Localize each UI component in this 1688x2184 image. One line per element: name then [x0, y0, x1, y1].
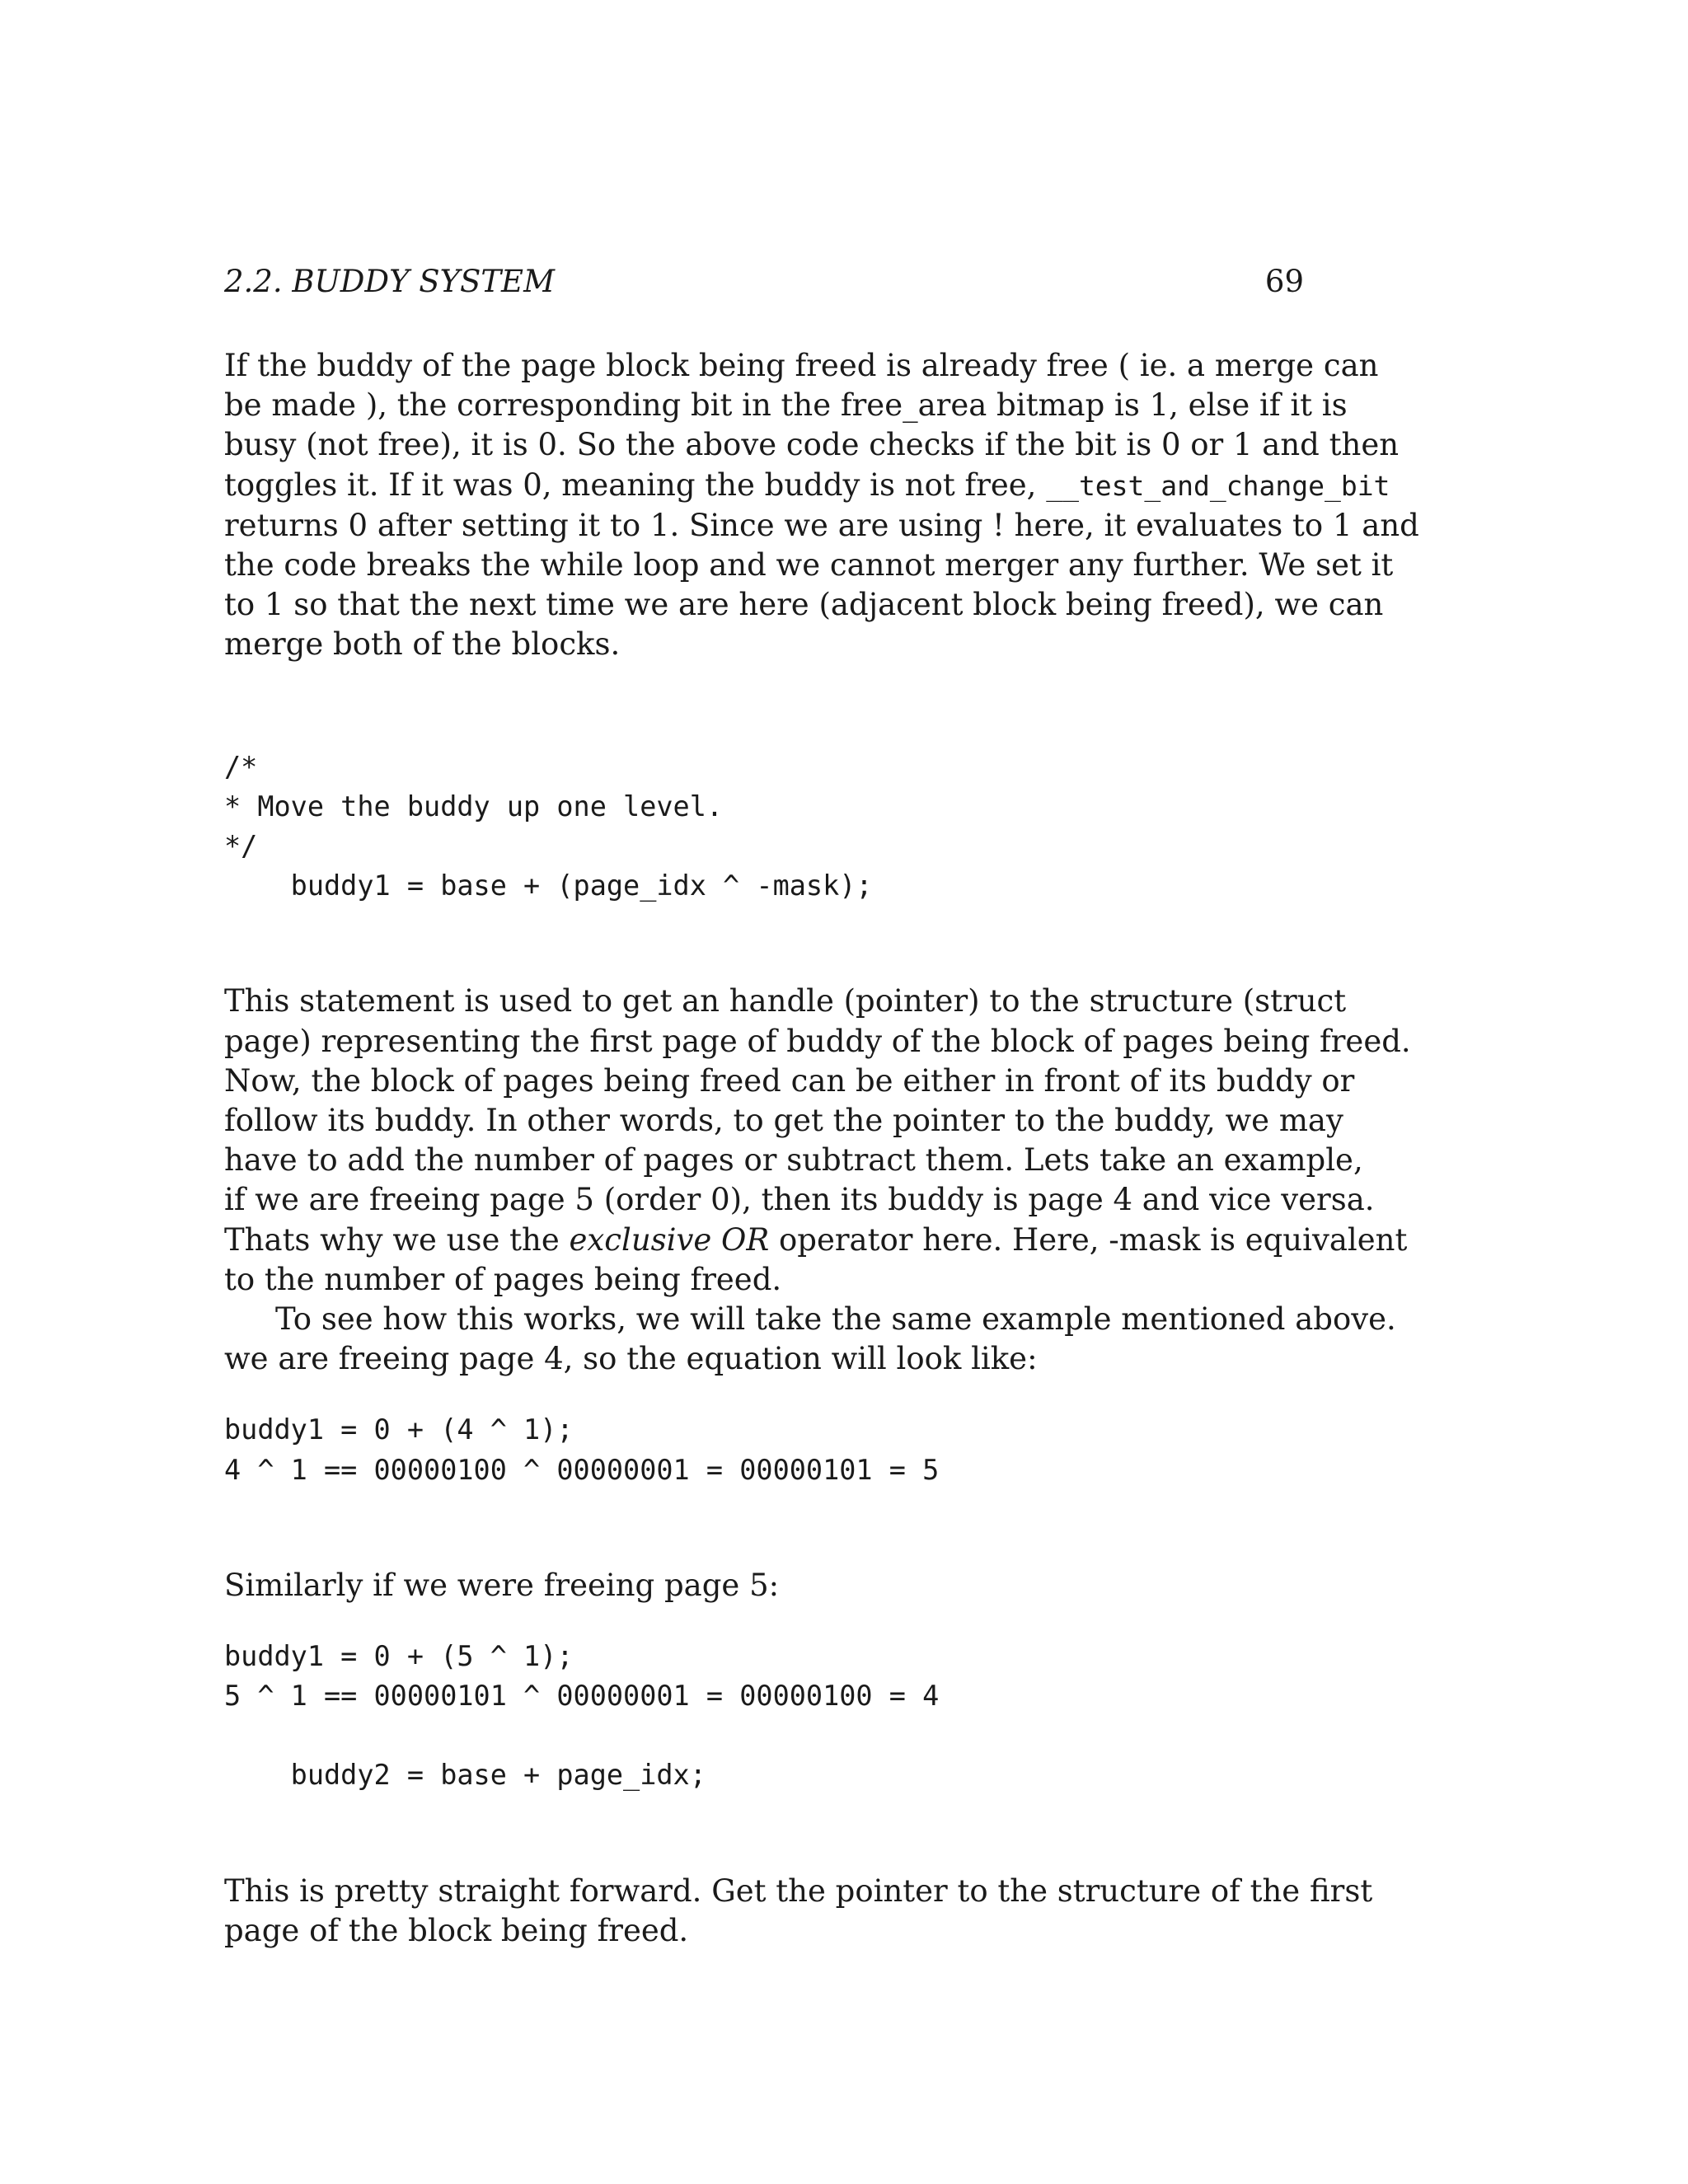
paragraph-bitmap-explanation: [224, 346, 1419, 665]
text-line: page) representing the first page of buddy of the block of pages being freed.: [224, 1023, 1411, 1059]
text-line: the code breaks the while loop and we cannot merger any further. We set it: [224, 547, 1394, 583]
code-line: /*: [224, 750, 258, 783]
code-line: buddy1 = 0 + (5 ^ 1);: [224, 1640, 574, 1673]
code-line: buddy2 = base + page_idx;: [224, 1759, 706, 1792]
text-fragment: operator here. Here, -mask is equivalent: [769, 1221, 1408, 1258]
code-line: buddy1 = 0 + (4 ^ 1);: [224, 1413, 574, 1446]
text-line: This is pretty straight forward. Get the pointer to the structure of the first: [224, 1872, 1373, 1909]
code-line: 4 ^ 1 == 00000100 ^ 00000001 = 00000101 = 5: [224, 1453, 940, 1486]
text-line: This statement is used to get an handle (pointer) to the structure (struct: [224, 983, 1347, 1019]
text-line: to the number of pages being freed.: [224, 1261, 782, 1297]
paragraph-similarly: [224, 1566, 1304, 1605]
text-line: [224, 466, 1390, 506]
text-fragment: toggles it. If it was 0, meaning the buddy is not free,: [224, 466, 1047, 503]
code-line: 5 ^ 1 == 00000101 ^ 00000001 = 00000100 = 4: [224, 1680, 940, 1713]
page-number: 69: [1264, 264, 1304, 299]
text-line: returns 0 after setting it to 1. Since we are using ! here, it evaluates to 1 and: [224, 507, 1419, 543]
code-block-buddy2: [224, 1755, 1304, 1795]
text-line: [224, 1221, 1408, 1260]
paragraph-straight-forward: [224, 1872, 1373, 1951]
inline-code: __test_and_change_bit: [1046, 469, 1390, 502]
text-line: Now, the block of pages being freed can be either in front of its buddy or: [224, 1062, 1355, 1099]
text-line: Similarly if we were freeing page 5:: [224, 1567, 780, 1603]
document-page: [224, 262, 1419, 1951]
code-block-buddy1: [224, 748, 1304, 907]
text-line: have to add the number of pages or subtract them. Lets take an example,: [224, 1142, 1363, 1179]
text-fragment: Thats why we use the: [224, 1221, 570, 1258]
paragraph-example-intro: [224, 1300, 1396, 1379]
text-line: if we are freeing page 5 (order 0), then its buddy is page 4 and vice versa.: [224, 1182, 1375, 1218]
code-block-example-page4: [224, 1410, 1304, 1489]
paragraph-handle-explanation: [224, 982, 1411, 1300]
text-line: page of the block being freed.: [224, 1912, 689, 1948]
section-title: 2.2. BUDDY SYSTEM: [224, 264, 555, 299]
text-line: we are freeing page 4, so the equation will look like:: [224, 1341, 1038, 1377]
code-block-example-page5: [224, 1637, 1304, 1716]
emphasis: exclusive OR: [569, 1221, 770, 1258]
text-line: follow its buddy. In other words, to get the pointer to the buddy, we may: [224, 1103, 1343, 1139]
text-line: merge both of the blocks.: [224, 626, 621, 663]
text-line: If the buddy of the page block being freed is already free ( ie. a merge can: [224, 348, 1379, 383]
text-line: To see how this works, we will take the same example mentioned above.: [275, 1301, 1396, 1338]
code-line: */: [224, 830, 258, 863]
code-line: * Move the buddy up one level.: [224, 790, 724, 823]
running-header: [224, 262, 1304, 302]
text-line: be made ), the corresponding bit in the free_area bitmap is 1, else if it is: [224, 387, 1348, 424]
code-line: buddy1 = base + (page_idx ^ -mask);: [224, 869, 873, 902]
text-line: busy (not free), it is 0. So the above code checks if the bit is 0 or 1 and then: [224, 427, 1400, 463]
text-line: to 1 so that the next time we are here (adjacent block being freed), we can: [224, 587, 1384, 623]
